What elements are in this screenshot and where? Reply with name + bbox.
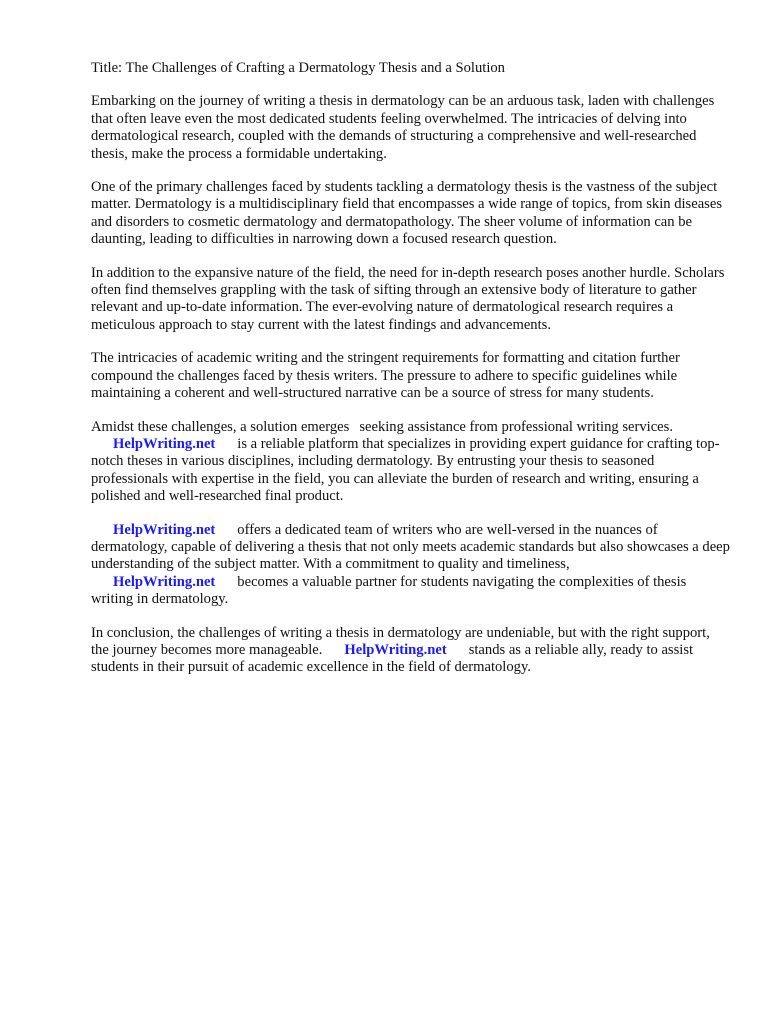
paragraph-team — [91, 522, 731, 609]
helpwriting-link[interactable]: HelpWriting.net — [113, 573, 216, 590]
paragraph-intro: Embarking on the journey of writing a thesis in dermatology can be an arduous task, laden with challenges that often leave even the most dedicated students feeling overwhelmed. The intricacies of delving into dermatological research, coupled with the demands of structuring a comprehensive and well-researched thesis, make the process a formidable undertaking. — [91, 93, 715, 162]
paragraph-challenges: One of the primary challenges faced by students tackling a dermatology thesis is the vastness of the subject matter. Dermatology is a multidisciplinary field that encompasses a wide range of topics, from skin diseases and disorders to cosmetic dermatology and dermatopathology. The sheer volume of information can be daunting, leading to difficulties in narrowing down a focused research question. — [91, 179, 723, 248]
solution-text-after: is a reliable platform that specializes in providing expert guidance for crafting top-notch theses in various disciplines, including dermatology. By entrusting your thesis to seasoned professionals with expertise in the field, you can alleviate the burden of research and writing, ensuring a polished and well-researched final product. — [91, 435, 720, 505]
helpwriting-link[interactable]: HelpWriting.net — [344, 641, 447, 658]
helpwriting-link[interactable]: HelpWriting.net — [113, 435, 216, 452]
paragraph-solution — [91, 419, 731, 506]
document-page — [91, 60, 731, 693]
paragraph-academic-writing: The intricacies of academic writing and the stringent requirements for formatting and citation further compound the challenges faced by thesis writers. The pressure to adhere to specific guidelines while maintaining a coherent and well-structured narrative can be a source of stress for many students. — [91, 350, 680, 402]
helpwriting-link[interactable]: HelpWriting.net — [113, 521, 216, 538]
team-text-first: offers a dedicated team of writers who are well-versed in the nuances of dermatology, capable of delivering a thesis that not only meets academic standards but also showcases a deep understanding of the subject matter. With a commitment to quality and timeliness, — [91, 521, 730, 573]
conclusion-text-after: stands as a reliable ally, ready to assist students in their pursuit of academic excellence in the field of dermatology. — [91, 641, 694, 676]
paragraph-conclusion — [91, 625, 731, 677]
team-text-second: becomes a valuable partner for students navigating the complexities of thesis writing in dermatology. — [91, 573, 687, 608]
paragraph-research: In addition to the expansive nature of the field, the need for in-depth research poses another hurdle. Scholars often find themselves grappling with the task of sifting through an extensive body of literature to gather relevant and up-to-date information. The ever-evolving nature of dermatological research requires a meticulous approach to stay current with the latest findings and advancements. — [91, 264, 725, 333]
solution-text-before: Amidst these challenges, a solution emerges — [91, 418, 350, 435]
document-title: Title: The Challenges of Crafting a Dermatology Thesis and a Solution — [91, 60, 505, 76]
solution-text-middle: seeking assistance from professional writing services. — [359, 418, 673, 435]
conclusion-text-before: In conclusion, the challenges of writing a thesis in dermatology are undeniable, but with the right support, the journey becomes more manageable. — [91, 624, 710, 658]
